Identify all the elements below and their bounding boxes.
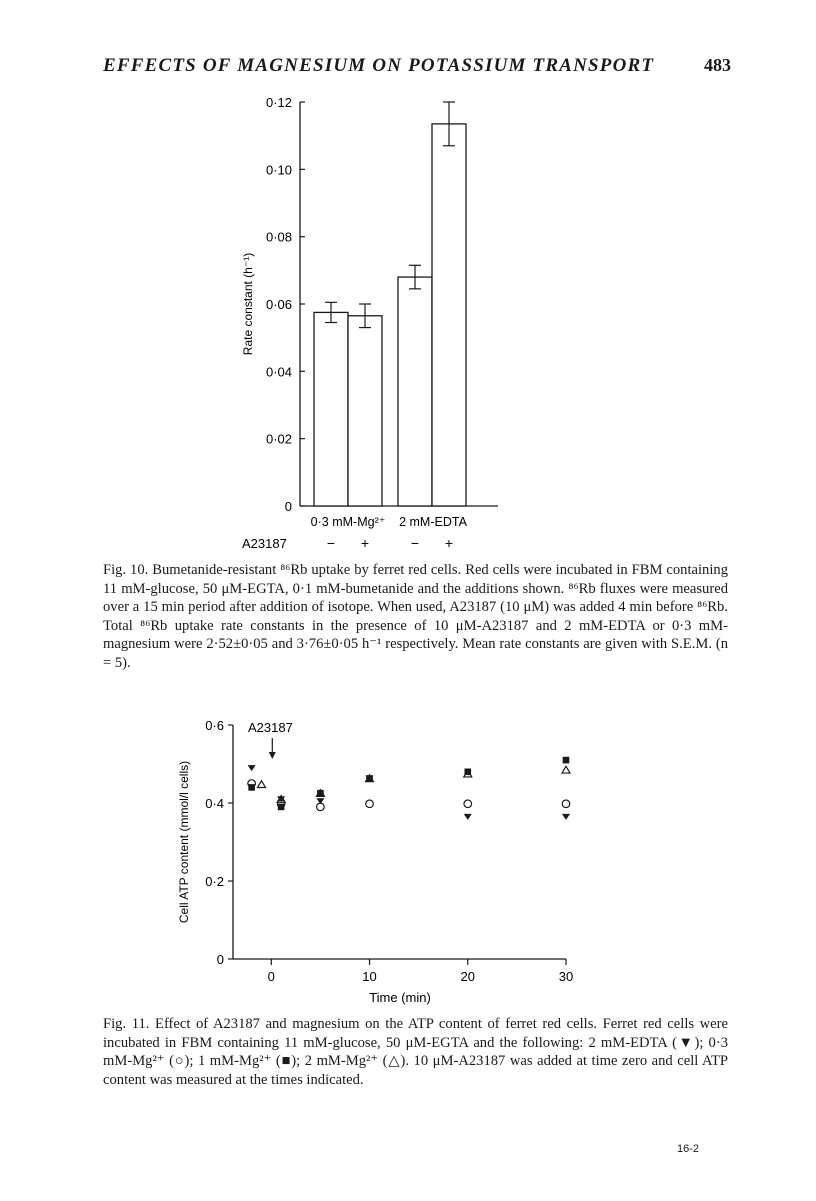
- y-tick-label: 0·2: [205, 874, 224, 889]
- figure-10-caption: [103, 561, 728, 673]
- figure-10-caption-label: Fig. 10.: [103, 562, 149, 578]
- data-point-mg-2: [562, 766, 570, 773]
- y-axis-label: Rate constant (h⁻¹): [241, 252, 255, 356]
- x-axis-label: Time (min): [369, 990, 431, 1005]
- data-point-edta: [562, 814, 570, 820]
- x-tick-label: 20: [460, 969, 475, 984]
- figure-11-axes: [228, 725, 566, 965]
- data-point-mg-0-3: [366, 800, 374, 808]
- figure-11-points: [248, 757, 570, 820]
- figure-11-caption-text: Effect of A23187 and magnesium on the ATP content of ferret red cells. Ferret red cells were incubated in FBM containing 11 mM-glucose, 50 μM-EGTA and the following: 2 mM-EDTA (▼); 0·3 mM-Mg²⁺ (○); 1 mM-Mg²⁺ (■); 2 mM-Mg²⁺ (△). 10 μM-A23187 was added at time zero and cell ATP content was measured at the times indicated.: [103, 1016, 728, 1088]
- page-number: 483: [704, 55, 731, 75]
- figure-10-caption-text: Bumetanide-resistant ⁸⁶Rb uptake by ferret red cells. Red cells were incubated in FBM containing 11 mM-glucose, 50 μM-EGTA, 0·1 mM-bumetanide and the additions shown. ⁸⁶Rb fluxes were measured over a 15 min period after addition of isotope. When used, A23187 (10 μM) was added 4 min before ⁸⁶Rb. Total ⁸⁶Rb uptake rate constants in the presence of 10 μM-A23187 and 2 mM-EDTA or 0·3 mM-magnesium were 2·52±0·05 and 3·76±0·05 h⁻¹ respectively. Mean rate constants are given with S.E.M. (n = 5).: [103, 562, 728, 671]
- y-tick-label: 0·6: [205, 718, 224, 733]
- figure-11-caption: [103, 1015, 728, 1089]
- figure-11-scatter-chart: [0, 710, 816, 1010]
- a23187-sign-label: +: [360, 535, 370, 550]
- group-label: 0·3 mM-Mg²⁺: [310, 515, 386, 529]
- a23187-sign-label: −: [410, 535, 420, 550]
- data-point-edta: [464, 814, 472, 820]
- data-point-mg-0-3: [464, 800, 472, 808]
- figure-10-bar-chart: [0, 90, 816, 550]
- data-point-mg-1: [248, 784, 255, 791]
- running-title: EFFECTS OF MAGNESIUM ON POTASSIUM TRANSPORT: [103, 55, 655, 76]
- y-tick-label: 0: [216, 952, 224, 967]
- figure-10-bars: [314, 102, 466, 506]
- data-point-edta: [248, 765, 256, 771]
- data-point-mg-0-3: [562, 800, 570, 808]
- y-axis-label: Cell ATP content (mmol/l cells): [177, 760, 191, 924]
- bar: [398, 277, 432, 506]
- data-point-mg-1: [278, 804, 285, 811]
- x-tick-label: 30: [558, 969, 574, 984]
- x-tick-label: 0: [267, 969, 275, 984]
- data-point-mg-1: [563, 757, 570, 764]
- bar: [432, 124, 466, 506]
- y-tick-label: 0·4: [205, 796, 224, 811]
- y-tick-label: 0·08: [265, 229, 292, 245]
- a23187-row-label: A23187: [242, 536, 287, 550]
- annotation-arrow-head: [269, 752, 276, 759]
- y-tick-label: 0·06: [265, 297, 292, 312]
- signature-mark: 16-2: [677, 1143, 700, 1155]
- y-tick-label: 0: [284, 499, 292, 514]
- y-tick-label: 0·12: [265, 95, 292, 110]
- running-header: [0, 55, 816, 85]
- group-label: 2 mM-EDTA: [399, 515, 467, 529]
- figure-11-labels: [177, 718, 573, 1005]
- bar: [314, 312, 348, 506]
- a23187-sign-label: +: [444, 535, 454, 550]
- figure-11-caption-label: Fig. 11.: [103, 1016, 150, 1032]
- y-tick-label: 0·04: [265, 364, 292, 380]
- data-point-mg-2: [257, 781, 265, 788]
- a23187-sign-label: −: [326, 535, 336, 550]
- y-tick-label: 0·10: [265, 162, 292, 178]
- a23187-annotation: A23187: [248, 720, 293, 735]
- y-tick-label: 0·02: [265, 431, 292, 447]
- x-tick-label: 10: [362, 969, 377, 984]
- bar: [348, 316, 382, 506]
